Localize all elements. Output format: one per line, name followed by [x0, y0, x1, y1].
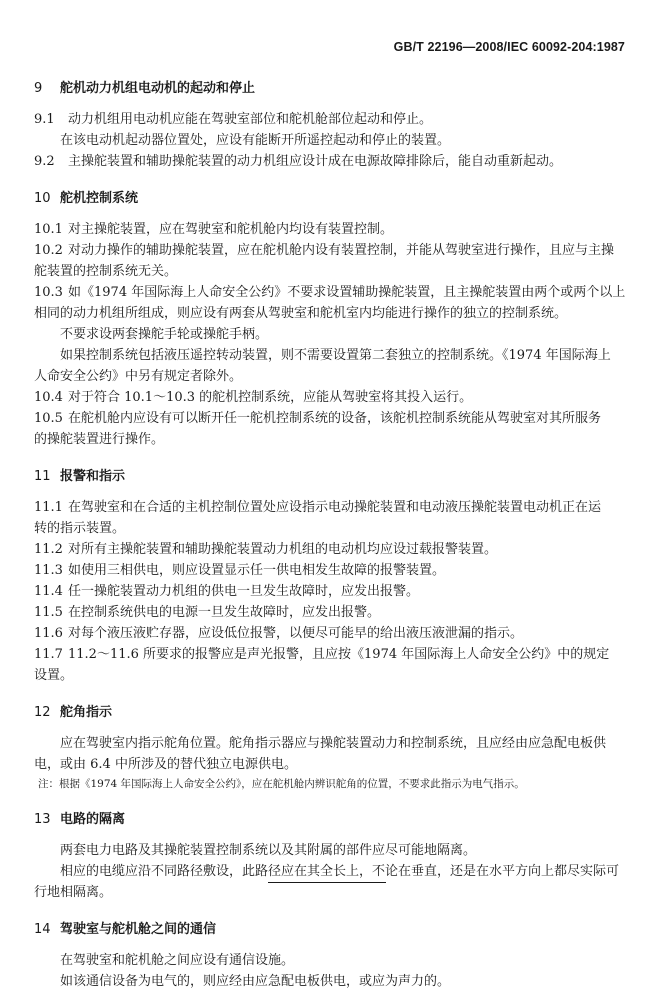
clause-number: 11.6 — [34, 626, 63, 641]
clause-text: 11.2～11.6 所要求的报警应是声光报警，且应按《1974 年国际海上人命安全公约》中的规定 — [68, 647, 610, 662]
clause-10-1 — [34, 219, 630, 240]
section-14-heading — [34, 919, 630, 940]
clause-number: 11.4 — [34, 584, 63, 599]
clause-9-1 — [34, 109, 630, 130]
clause-text: 对所有主操舵装置和辅助操舵装置动力机组的电动机均应设过载报警装置。 — [68, 542, 498, 557]
clause-text: 在控制系统供电的电源一旦发生故障时，应发出报警。 — [68, 605, 381, 620]
section-title: 电路的隔离 — [60, 812, 126, 827]
section-12-note: 注：根据《1974 年国际海上人命安全公约》，应在舵机舱内辨识舵角的位置，不要求此指示为电气指示。 — [38, 778, 525, 790]
section-9-heading — [34, 78, 630, 99]
standard-header: GB/T 22196—2008/IEC 60092-204:1987 — [393, 40, 625, 54]
section-12-heading — [34, 702, 630, 723]
section-13-para2-cont: 行地相隔离。 — [34, 885, 113, 900]
clause-11-7 — [34, 644, 630, 665]
clause-number: 11.2 — [34, 542, 63, 557]
section-number: 14 — [34, 922, 51, 937]
clause-11-5 — [34, 602, 630, 623]
clause-number: 10.1 — [34, 222, 63, 237]
clause-number: 11.5 — [34, 605, 63, 620]
section-title: 舵机动力机组电动机的起动和停止 — [60, 81, 256, 96]
clause-11-4 — [34, 581, 630, 602]
document-body — [34, 78, 630, 992]
section-number: 11 — [34, 469, 51, 484]
clause-10-4 — [34, 387, 630, 408]
clause-text: 对主操舵装置，应在驾驶室和舵机舱内均设有装置控制。 — [68, 222, 394, 237]
clause-10-3-para2: 不要求设两套操舵手轮或操舵手柄。 — [60, 327, 269, 342]
section-number: 10 — [34, 191, 51, 206]
clause-9-2 — [34, 151, 630, 172]
clause-text: 主操舵装置和辅助操舵装置的动力机组应设计成在电源故障排除后，能自动重新起动。 — [68, 154, 563, 169]
clause-10-5 — [34, 408, 630, 429]
clause-text: 对动力操作的辅助操舵装置，应在舵机舱内设有装置控制，并能从驾驶室进行操作，且应与主操 — [68, 243, 615, 258]
clause-10-5-cont: 的操舵装置进行操作。 — [34, 432, 165, 447]
section-13-para2: 相应的电缆应沿不同路径敷设，此路径应在其全长上，不论在垂直，还是在水平方向上都尽实际可 — [60, 864, 620, 879]
section-12-para: 应在驾驶室内指示舵角位置。舵角指示器应与操舵装置动力和控制系统，且应经由应急配电板供 — [60, 736, 607, 751]
clause-11-2 — [34, 539, 630, 560]
clause-number: 10.3 — [34, 285, 63, 300]
clause-11-1-cont: 转的指示装置。 — [34, 521, 126, 536]
section-number: 13 — [34, 812, 51, 827]
clause-10-2 — [34, 240, 630, 261]
clause-text: 如使用三相供电，则应设置显示任一供电相发生故障的报警装置。 — [68, 563, 446, 578]
section-title: 报警和指示 — [60, 469, 126, 484]
clause-number: 11.3 — [34, 563, 63, 578]
clause-text: 动力机组用电动机应能在驾驶室部位和舵机舱部位起动和停止。 — [68, 112, 433, 127]
clause-10-3 — [34, 282, 630, 303]
clause-10-3-para3-cont: 人命安全公约》中另有规定者除外。 — [34, 369, 243, 384]
clause-number: 10.2 — [34, 243, 63, 258]
section-title: 舵角指示 — [60, 705, 113, 720]
clause-11-7-cont: 设置。 — [34, 668, 74, 683]
clause-text: 在驾驶室和在合适的主机控制位置处应设指示电动操舵装置和电动液压操舵装置电动机正在运 — [68, 500, 602, 515]
section-number: 9 — [34, 81, 43, 96]
clause-10-3-cont: 相同的动力机组所组成，则应设有两套从驾驶室和舵机室内均能进行操作的独立的控制系统。 — [34, 306, 568, 321]
clause-number: 9.1 — [34, 112, 55, 127]
clause-11-1 — [34, 497, 630, 518]
section-12-para-cont: 电，或由 6.4 中所涉及的替代独立电源供电。 — [34, 757, 297, 772]
section-14-para2: 如该通信设备为电气的，则应经由应急配电板供电，或应为声力的。 — [60, 974, 451, 989]
section-13-para1: 两套电力电路及其操舵装置控制系统以及其附属的部件应尽可能地隔离。 — [60, 843, 477, 858]
clause-9-1-cont: 在该电动机起动器位置处，应设有能断开所遥控起动和停止的装置。 — [60, 133, 451, 148]
clause-number: 10.4 — [34, 390, 63, 405]
clause-number: 10.5 — [34, 411, 63, 426]
clause-10-2-cont: 舵装置的控制系统无关。 — [34, 264, 178, 279]
clause-text: 对每个液压液贮存器，应设低位报警，以便尽可能早的给出液压液泄漏的指示。 — [68, 626, 524, 641]
clause-10-3-para3: 如果控制系统包括液压遥控转动装置，则不需要设置第二套独立的控制系统。《1974 年国际海上 — [60, 348, 611, 363]
section-11-heading — [34, 466, 630, 487]
clause-text: 任一操舵装置动力机组的供电一旦发生故障时，应发出报警。 — [68, 584, 420, 599]
section-13-heading — [34, 809, 630, 830]
clause-text: 对于符合 10.1～10.3 的舵机控制系统，应能从驾驶室将其投入运行。 — [68, 390, 473, 405]
clause-number: 9.2 — [34, 154, 55, 169]
clause-11-6 — [34, 623, 630, 644]
section-title: 驾驶室与舵机舱之间的通信 — [60, 922, 217, 937]
section-number: 12 — [34, 705, 51, 720]
section-title: 舵机控制系统 — [60, 191, 139, 206]
section-10-heading — [34, 188, 630, 209]
clause-number: 11.7 — [34, 647, 63, 662]
clause-number: 11.1 — [34, 500, 63, 515]
clause-text: 在舵机舱内应设有可以断开任一舵机控制系统的设备，该舵机控制系统能从驾驶室对其所服务 — [68, 411, 602, 426]
clause-text: 如《1974 年国际海上人命安全公约》不要求设置辅助操舵装置，且主操舵装置由两个或两个以上 — [68, 285, 626, 300]
clause-11-3 — [34, 560, 630, 581]
end-rule — [268, 882, 386, 883]
section-14-para1: 在驾驶室和舵机舱之间应设有通信设施。 — [60, 953, 295, 968]
